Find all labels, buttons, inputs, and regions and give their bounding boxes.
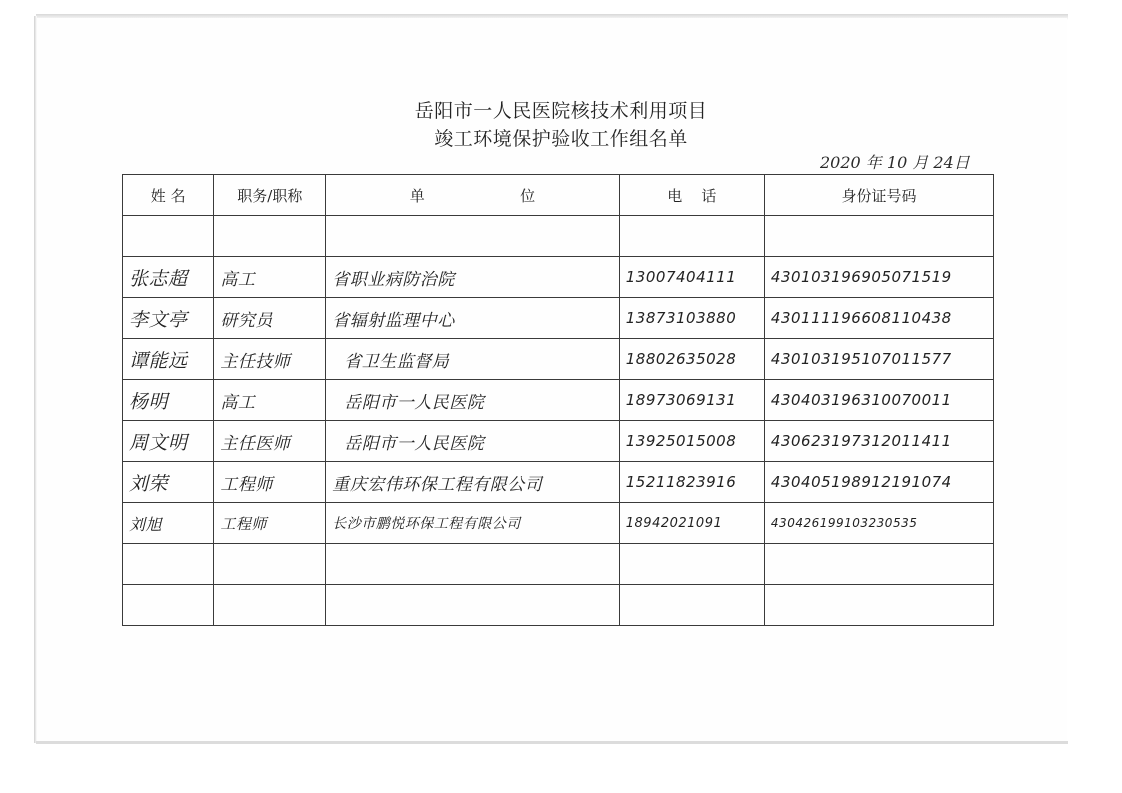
cell-id: 430403196310070011 [764, 380, 993, 421]
table-header-row [123, 175, 994, 216]
header-name: 姓 名 [123, 175, 214, 216]
cell-id: 430623197312011411 [764, 421, 993, 462]
header-title: 职务/职称 [214, 175, 326, 216]
cell-phone: 15211823916 [619, 462, 764, 503]
cell-name: 刘荣 [123, 462, 214, 503]
cell-name: 周文明 [123, 421, 214, 462]
cell-name [123, 585, 214, 626]
cell-phone [619, 216, 764, 257]
cell-id: 430111196608110438 [764, 298, 993, 339]
document-title-line2: 竣工环境保护验收工作组名单 [434, 128, 688, 150]
table-row [123, 544, 994, 585]
cell-name [123, 544, 214, 585]
work-group-roster-table [122, 174, 994, 626]
scan-edge-bottom [36, 741, 1068, 744]
table-row [123, 380, 994, 421]
cell-unit: 省职业病防治院 [326, 257, 620, 298]
table-row [123, 462, 994, 503]
cell-title: 主任技师 [214, 339, 326, 380]
cell-unit [326, 544, 620, 585]
cell-phone: 18973069131 [619, 380, 764, 421]
cell-name: 刘旭 [123, 503, 214, 544]
cell-name: 谭能远 [123, 339, 214, 380]
cell-phone: 13925015008 [619, 421, 764, 462]
cell-unit [326, 216, 620, 257]
cell-phone [619, 585, 764, 626]
cell-phone: 13873103880 [619, 298, 764, 339]
cell-phone: 13007404111 [619, 257, 764, 298]
header-unit: 单 位 [326, 175, 620, 216]
table-row [123, 421, 994, 462]
cell-id [764, 544, 993, 585]
cell-name [123, 216, 214, 257]
cell-id [764, 216, 993, 257]
table-row [123, 585, 994, 626]
cell-id: 430103195107011577 [764, 339, 993, 380]
cell-phone: 18802635028 [619, 339, 764, 380]
cell-title: 工程师 [214, 503, 326, 544]
table-row [123, 257, 994, 298]
cell-name: 李文亭 [123, 298, 214, 339]
cell-phone [619, 544, 764, 585]
cell-title [214, 216, 326, 257]
cell-id: 430103196905071519 [764, 257, 993, 298]
cell-title: 研究员 [214, 298, 326, 339]
cell-unit: 岳阳市一人民医院 [326, 380, 620, 421]
header-id-number: 身份证号码 [764, 175, 993, 216]
cell-id: 430426199103230535 [764, 503, 993, 544]
cell-title: 工程师 [214, 462, 326, 503]
cell-name: 张志超 [123, 257, 214, 298]
cell-title: 高工 [214, 380, 326, 421]
cell-unit: 省辐射监理中心 [326, 298, 620, 339]
table-row [123, 503, 994, 544]
table-row [123, 298, 994, 339]
handwritten-date: 2020 年 10 月 24日 [820, 153, 970, 172]
cell-title: 高工 [214, 257, 326, 298]
cell-id: 430405198912191074 [764, 462, 993, 503]
cell-title [214, 544, 326, 585]
cell-unit: 长沙市鹏悦环保工程有限公司 [326, 503, 620, 544]
header-phone: 电 话 [619, 175, 764, 216]
cell-title: 主任医师 [214, 421, 326, 462]
cell-unit: 岳阳市一人民医院 [326, 421, 620, 462]
table-row [123, 216, 994, 257]
cell-unit [326, 585, 620, 626]
cell-unit: 省卫生监督局 [326, 339, 620, 380]
table-row [123, 339, 994, 380]
cell-id [764, 585, 993, 626]
cell-name: 杨明 [123, 380, 214, 421]
cell-unit: 重庆宏伟环保工程有限公司 [326, 462, 620, 503]
cell-phone: 18942021091 [619, 503, 764, 544]
document-title-line1: 岳阳市一人民医院核技术利用项目 [414, 100, 708, 122]
cell-title [214, 585, 326, 626]
